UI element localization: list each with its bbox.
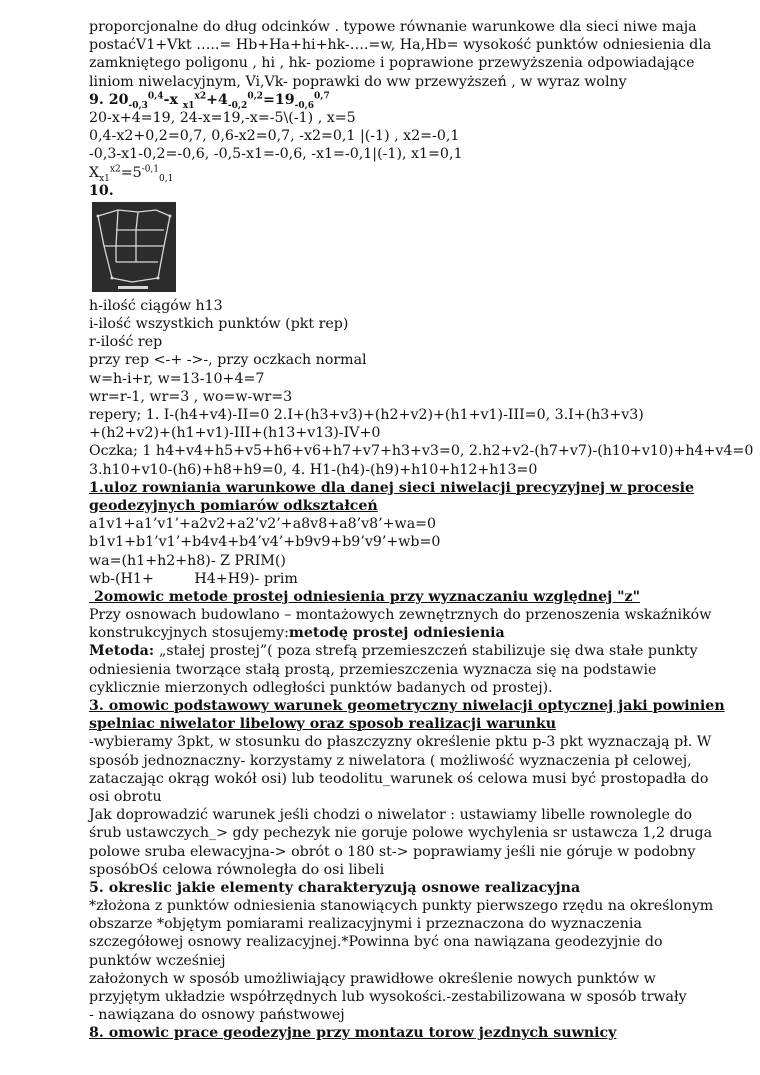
text-line: +(h2+v2)+(h1+v1)-III+(h13+v13)-IV+0 — [89, 425, 381, 442]
text-line: konstrukcyjnych stosujemy:metodę prostej odniesienia — [89, 625, 505, 642]
text-line: sposób jednoznaczny- korzystamy z niwelatora ( możliwość wyznaczenia pł celowej, — [89, 752, 692, 769]
text-line: zamkniętego poligonu , hi , hk- poziome i poprawione przewyższenia odpowiadające — [89, 55, 695, 72]
document-page — [89, 18, 754, 1043]
section-2 — [89, 588, 729, 697]
section-heading: 3. omowic podstawowy warunek geometryczny niwelacji optycznej jaki powinien — [89, 698, 725, 714]
text-line: - nawiązana do osnowy państwowej — [89, 1007, 345, 1024]
section-8 — [89, 1024, 729, 1042]
text-line: szczegółowej osnowy realizacyjnej.*Powinna być ona nawiązana geodezyjnie do — [89, 934, 663, 951]
text-line: wb-(H1+ H4+H9)- prim — [89, 570, 298, 587]
text-line: i-ilość wszystkich punktów (pkt rep) — [89, 316, 349, 333]
text-line: Jak doprowadzić warunek jeśli chodzi o niwelator : ustawiamy libelle rownolegle do — [89, 807, 693, 824]
text-line: Przy osnowach budowlano – montażowych zewnętrznych do przenoszenia wskaźników — [89, 607, 712, 624]
q10-heading: 10. — [89, 182, 114, 199]
text-line: 0,4-x2+0,2=0,7, 0,6-x2=0,7, -x2=0,1 |(-1) , x2=-0,1 — [89, 128, 460, 145]
text-line: wa=(h1+h2+h8)- Z PRIM() — [89, 552, 286, 569]
section-heading: 5. okreslic jakie elementy charakteryzują osnowe realizacyjna — [89, 879, 581, 896]
text-line: a1v1+a1’v1’+a2v2+a2’v2’+a8v8+a8’v8’+wa=0 — [89, 516, 437, 533]
question-9 — [89, 91, 729, 182]
section-heading: 8. omowic prace geodezyjne przy montazu torow jezdnych suwnicy — [89, 1025, 617, 1042]
text-line: proporcjonalne do dług odcinków . typowe równanie warunkowe dla sieci niwe maja — [89, 19, 697, 35]
q9-equation-heading: 9. $20_{-0,3}^{0,4}-x$ $_{x1}^{x2}+4_{-0,2}^{0,2}=19_{-0,6}^{0,7}$ — [89, 91, 330, 111]
text-line: śrub ustawczych_> gdy pechezyk nie goruje polowe wychylenia sr ustawcza 1,2 druga — [89, 825, 713, 842]
text-line: r-ilość rep — [89, 334, 163, 351]
text-line: w=h-i+r, w=13-10+4=7 — [89, 370, 265, 387]
text-line: liniom niwelacyjnym, Vi,Vk- poprawki do ww przewyższeń , w wyraz wolny — [89, 73, 627, 90]
text-line: repery; 1. I-(h4+v4)-II=0 2.I+(h3+v3)+(h2+v2)+(h1+v1)-III=0, 3.I+(h3+v3) — [89, 407, 644, 423]
text-line: obszarze *objętym pomiarami realizacyjnymi i przeznaczona do wyznaczenia — [89, 916, 642, 933]
text-line: odniesienia tworzące stałą prostą, przemieszczenia wyznacza się na podstawie — [89, 661, 657, 678]
section-heading: spelniac niwelator libelowy oraz sposob realizacji warunku — [89, 716, 557, 733]
section-3 — [89, 697, 729, 879]
text-line: sposóbOś celowa równoległa do osi libeli — [89, 861, 385, 878]
text-line: Oczka; 1 h4+v4+h5+v5+h6+v6+h7+v7+h3+v3=0, 2.h2+v2-(h7+v7)-(h10+v10)+h4+v4=0 — [89, 443, 754, 460]
section-5 — [89, 879, 729, 1025]
text-line: przy rep <-+ ->-, przy oczkach normal — [89, 352, 367, 369]
text-line: założonych w sposób umożliwiający prawidłowe określenie nowych punktów w — [89, 970, 656, 987]
text-line: zataczając okrąg wokół osi) lub teodolitu_warunek oś celowa musi być prostopadła do — [89, 770, 709, 787]
section-1 — [89, 479, 729, 588]
text-line: 20-x+4=19, 24-x=19,-x=-5\(-1) , x=5 — [89, 109, 356, 126]
section-heading: 2omowic metode prostej odniesienia przy wyznaczaniu względnej "z" — [89, 588, 641, 605]
text-line: b1v1+b1’v1’+b4v4+b4’v4’+b9v9+b9’v9’+wb=0 — [89, 534, 441, 551]
text-line: -0,3-x1-0,2=-0,6, -0,5-x1=-0,6, -x1=-0,1|(-1), x1=0,1 — [89, 146, 463, 163]
text-line: *złożona z punktów odniesienia stanowiących punkty pierwszego rzędu na określonym — [89, 898, 714, 915]
section-heading: 1.uloz rowniania warunkowe dla danej sieci niwelacji precyzyjnej w procesie — [89, 479, 695, 496]
network-sketch-image — [92, 202, 176, 292]
text-line: -wybieramy 3pkt, w stosunku do płaszczyzny określenie pktu p-3 pkt wyznaczają pł. W — [89, 734, 712, 751]
text-line: punktów wcześniej — [89, 952, 226, 969]
text-line: osi obrotu — [89, 788, 162, 805]
text-line: cyklicznie mierzonych odległości punktów badanych od prostej). — [89, 679, 553, 696]
text-line: przyjętym układzie współrzędnych lub wysokości.-zestabilizowana w sposób trwały — [89, 989, 687, 1005]
text-line: Metoda: „stałej prostej”( poza strefą przemieszczeń stabilizuje się dwa stałe punkty — [89, 643, 698, 660]
text-line: polowe sruba elewacyjna-> obrót o 180 st-> poprawiamy jeśli nie góruje w podobny — [89, 843, 696, 860]
q9-result: $X_{x1}^{x2}=5^{-0,1}_{0,1}$ — [89, 163, 174, 184]
text-line: h-ilość ciągów h13 — [89, 297, 223, 314]
section-heading: geodezyjnych pomiarów odkształceń — [89, 497, 378, 514]
text-line: wr=r-1, wr=3 , wo=w-wr=3 — [89, 388, 293, 405]
text-line: postaćV1+Vkt …..= Hb+Ha+hi+hk-….=w, Ha,Hb= wysokość punktów odniesienia dla — [89, 37, 712, 54]
leveling-network-figure — [92, 202, 176, 292]
question-10 — [89, 182, 754, 479]
text-line: 3.h10+v10-(h6)+h8+h9=0, 4. H1-(h4)-(h9)+h10+h12+h13=0 — [89, 461, 538, 478]
intro-paragraph — [89, 18, 729, 91]
